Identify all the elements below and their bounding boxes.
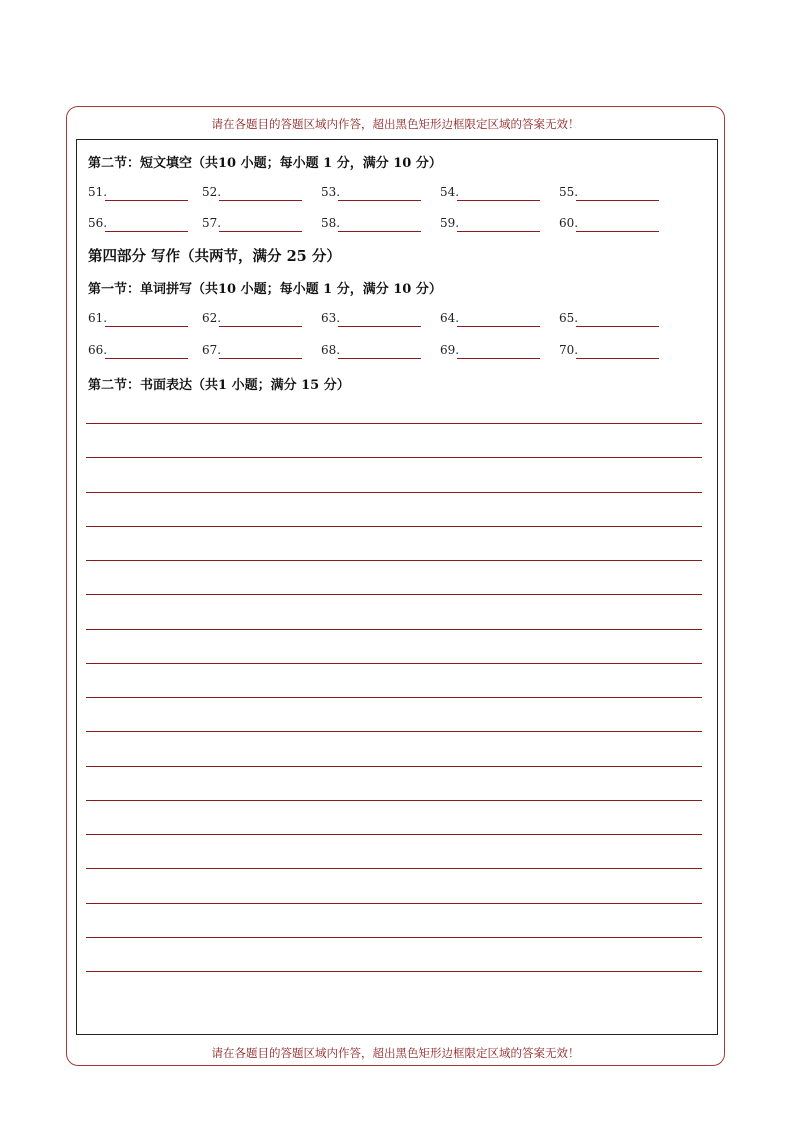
blank-underline xyxy=(338,358,421,359)
blank-number: 69. xyxy=(440,343,460,357)
answer-blank[interactable] xyxy=(440,343,459,357)
answer-blank[interactable] xyxy=(559,311,578,325)
blank-underline xyxy=(457,231,540,232)
writing-line xyxy=(86,937,702,938)
writing-line xyxy=(86,834,702,835)
blank-underline xyxy=(457,358,540,359)
blank-underline xyxy=(105,200,188,201)
cloze-section-title: 第二节：短文填空（共10 小题；每小题 1 分，满分 10 分） xyxy=(88,156,442,171)
writing-line xyxy=(86,697,702,698)
blank-number: 70. xyxy=(559,343,579,357)
answer-blank[interactable] xyxy=(321,343,340,357)
answer-blank[interactable] xyxy=(88,311,107,325)
blank-underline xyxy=(576,231,659,232)
answer-blank[interactable] xyxy=(202,185,221,199)
blank-number: 61. xyxy=(88,311,108,325)
answer-blank[interactable] xyxy=(559,185,578,199)
blank-number: 65. xyxy=(559,311,579,325)
answer-blank[interactable] xyxy=(321,311,340,325)
part4-title: 第四部分 写作（共两节，满分 25 分） xyxy=(88,248,341,265)
blank-number: 52. xyxy=(202,185,222,199)
blank-underline xyxy=(219,326,302,327)
writing-line xyxy=(86,868,702,869)
blank-number: 60. xyxy=(559,216,579,230)
blank-number: 56. xyxy=(88,216,108,230)
cloze-row-1 xyxy=(88,185,698,205)
blank-underline xyxy=(338,231,421,232)
answer-blank[interactable] xyxy=(88,216,107,230)
answer-blank[interactable] xyxy=(321,216,340,230)
blank-underline xyxy=(219,200,302,201)
answer-blank[interactable] xyxy=(88,185,107,199)
writing-line xyxy=(86,423,702,424)
answer-blank[interactable] xyxy=(440,216,459,230)
blank-number: 59. xyxy=(440,216,460,230)
blank-number: 63. xyxy=(321,311,341,325)
blank-underline xyxy=(576,200,659,201)
blank-underline xyxy=(219,231,302,232)
blank-underline xyxy=(576,326,659,327)
writing-line xyxy=(86,492,702,493)
blank-number: 53. xyxy=(321,185,341,199)
blank-number: 66. xyxy=(88,343,108,357)
spelling-row-2 xyxy=(88,343,698,363)
spelling-row-1 xyxy=(88,311,698,331)
writing-line xyxy=(86,971,702,972)
blank-number: 55. xyxy=(559,185,579,199)
blank-number: 57. xyxy=(202,216,222,230)
answer-blank[interactable] xyxy=(559,216,578,230)
blank-underline xyxy=(219,358,302,359)
blank-underline xyxy=(457,200,540,201)
blank-underline xyxy=(576,358,659,359)
blank-number: 67. xyxy=(202,343,222,357)
writing-line xyxy=(86,800,702,801)
answer-blank[interactable] xyxy=(440,185,459,199)
writing-line xyxy=(86,903,702,904)
answer-blank[interactable] xyxy=(559,343,578,357)
blank-number: 62. xyxy=(202,311,222,325)
answer-blank[interactable] xyxy=(202,216,221,230)
answer-blank[interactable] xyxy=(440,311,459,325)
blank-underline xyxy=(105,358,188,359)
notice-top: 请在各题目的答题区域内作答，超出黑色矩形边框限定区域的答案无效！ xyxy=(211,117,580,131)
blank-underline xyxy=(105,326,188,327)
answer-blank[interactable] xyxy=(202,311,221,325)
essay-section-title: 第二节：书面表达（共1 小题；满分 15 分） xyxy=(88,378,350,393)
writing-line xyxy=(86,594,702,595)
blank-number: 51. xyxy=(88,185,108,199)
cloze-row-2 xyxy=(88,216,698,236)
writing-line xyxy=(86,560,702,561)
blank-number: 58. xyxy=(321,216,341,230)
notice-bottom: 请在各题目的答题区域内作答，超出黑色矩形边框限定区域的答案无效！ xyxy=(211,1046,580,1060)
blank-underline xyxy=(457,326,540,327)
blank-number: 54. xyxy=(440,185,460,199)
writing-line xyxy=(86,457,702,458)
blank-underline xyxy=(338,326,421,327)
writing-line xyxy=(86,629,702,630)
inner-frame xyxy=(76,139,718,1035)
blank-number: 68. xyxy=(321,343,341,357)
writing-line xyxy=(86,766,702,767)
writing-line xyxy=(86,526,702,527)
blank-underline xyxy=(105,231,188,232)
answer-blank[interactable] xyxy=(202,343,221,357)
blank-underline xyxy=(338,200,421,201)
answer-blank[interactable] xyxy=(321,185,340,199)
blank-number: 64. xyxy=(440,311,460,325)
answer-blank[interactable] xyxy=(88,343,107,357)
writing-line xyxy=(86,731,702,732)
spelling-section-title: 第一节：单词拼写（共10 小题；每小题 1 分，满分 10 分） xyxy=(88,282,442,297)
writing-line xyxy=(86,663,702,664)
